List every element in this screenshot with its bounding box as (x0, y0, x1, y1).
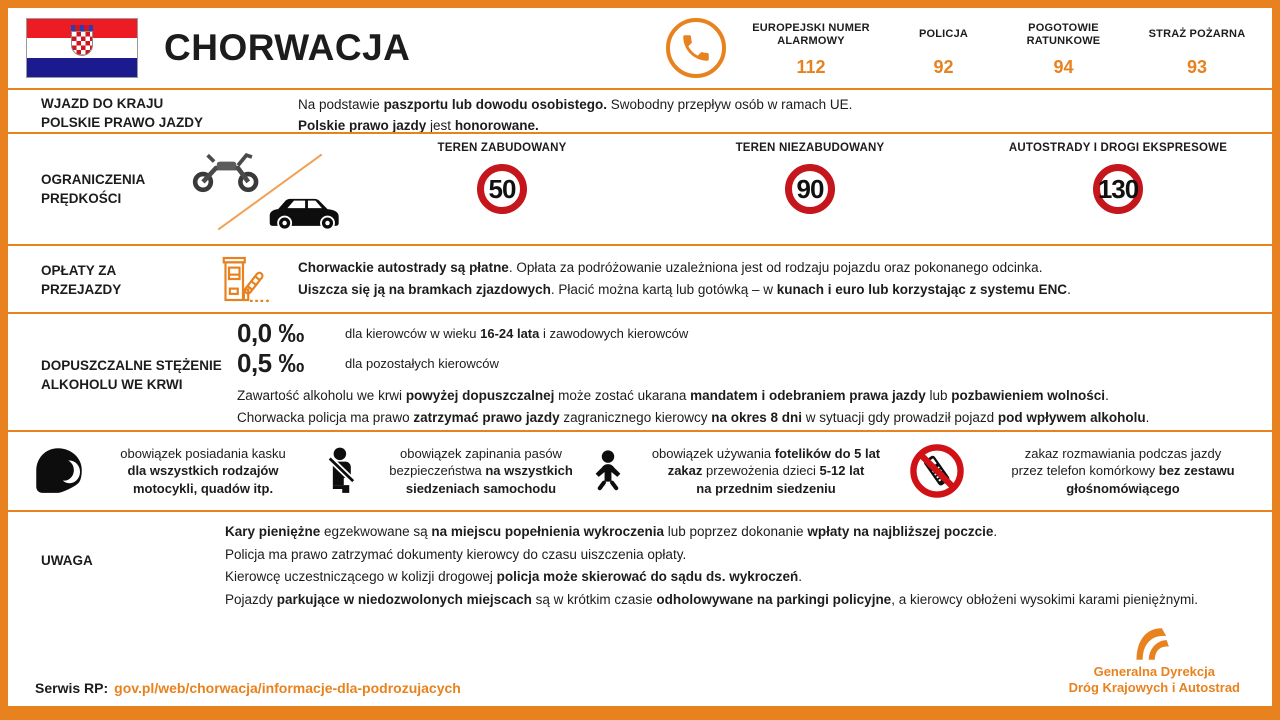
speed-limit-sign: 50 (477, 164, 527, 214)
gddkia-road-icon (1133, 626, 1175, 662)
service-link[interactable]: gov.pl/web/chorwacja/informacje-dla-podrozujacych (114, 680, 461, 696)
text-line: siedzeniach samochodu (405, 480, 557, 496)
section-warning (8, 510, 1272, 614)
label-line: POLSKIE PRAWO JAZDY (41, 115, 204, 130)
text-line: Polskie prawo jazdy jest honorowane. (298, 118, 539, 133)
section-entry (8, 88, 1272, 132)
text-line: Kierowcę uczestniczącego w kolizji drogowej policja może skierować do sądu ds. wykroczeń. (225, 569, 802, 584)
emergency-number: 94 (1053, 56, 1074, 77)
speed-sign-title: TEREN NIEZABUDOWANY (735, 142, 885, 154)
section-content (268, 94, 1272, 132)
emergency-label: POGOTOWIE RATUNKOWE (1026, 21, 1101, 47)
alcohol-limit-row (237, 348, 1258, 378)
seatbelt-icon (318, 443, 368, 499)
gddkia-logo (1069, 626, 1250, 696)
rule-no-phone (894, 432, 1272, 510)
speed-sign-rural (656, 134, 964, 244)
label-line: ALKOHOLU WE KRWI (41, 377, 183, 392)
service-label: Serwis RP: (35, 680, 109, 696)
text-line: bezpieczeństwa na wszystkich (389, 463, 573, 479)
motorcycle-icon (190, 145, 264, 193)
rule-text (974, 445, 1272, 498)
section-label (8, 94, 268, 132)
section-rules (8, 430, 1272, 510)
text-line: obowiązek używania fotelików do 5 lat (651, 445, 881, 461)
section-content (225, 521, 1272, 614)
alcohol-limit-desc: dla pozostałych kierowców (345, 355, 499, 371)
page-title: CHORWACJA (164, 27, 411, 68)
text-line: obowiązek posiadania kasku (120, 445, 286, 461)
vehicles-illustration (188, 139, 348, 239)
emergency-number: 93 (1186, 56, 1208, 77)
label-line: DOPUSZCZALNE STĘŻENIE (41, 358, 222, 373)
emergency-item-ambulance (1001, 19, 1126, 78)
text-line: zakaz rozmawiania podczas jazdy (1024, 445, 1222, 461)
alcohol-notes (237, 385, 1258, 429)
speed-signs (348, 134, 1272, 244)
rule-text (96, 445, 310, 498)
speed-sign-title: AUTOSTRADY I DROGI EKSPRESOWE (1008, 142, 1228, 154)
section-label: UWAGA (41, 553, 93, 568)
phone-icon (666, 18, 726, 78)
text-line: Zawartość alkoholu we krwi powyżej dopuszczalnej może zostać ukarana mandatem i odebraniem prawa jazdy lub pozbawieniem wolności. (237, 388, 1109, 403)
text-line: obowiązek zapinania pasów (400, 445, 562, 461)
section-speed-limits (8, 132, 1272, 244)
speed-limit-sign: 90 (785, 164, 835, 214)
no-phone-icon (908, 442, 966, 500)
header (8, 8, 1272, 88)
emergency-item-112 (736, 19, 886, 78)
section-content (237, 314, 1272, 430)
alcohol-limit-value: 0,0 ‰ (237, 317, 304, 348)
text-line: Pojazdy parkujące w niedozwolonych miejscach są w krótkim czasie odholowywane na parkingi policyjne, a kierowcy obłożeni wysokimi karami pieniężnymi. (225, 591, 1199, 607)
toll-gate-icon (188, 246, 298, 312)
rule-text (638, 445, 894, 498)
croatia-crest-icon (70, 25, 94, 56)
alcohol-limit-desc: dla kierowców w wieku 16-24 lata i zawodowych kierowców (345, 325, 689, 341)
text-line: dla wszystkich rodzajów (127, 463, 279, 479)
rule-seatbelt (310, 432, 586, 510)
text-line: motocykli, quadów itp. (132, 480, 274, 496)
emergency-label: EUROPEJSKI NUMER ALARMOWY (752, 21, 870, 47)
footer (8, 614, 1272, 706)
section-tolls (8, 244, 1272, 312)
child-seat-icon (586, 443, 630, 499)
section-label (8, 246, 188, 312)
section-label (8, 170, 188, 208)
car-icon (266, 189, 348, 231)
emergency-label: STRAŻ POŻARNA (1148, 28, 1246, 40)
section-label (8, 314, 237, 430)
text-line: Na podstawie paszportu lub dowodu osobistego. Swobodny przepływ osób w ramach UE. (298, 97, 853, 112)
emergency-item-police (896, 19, 991, 78)
helmet-icon (30, 443, 88, 499)
label-line: WJAZD DO KRAJU (41, 96, 164, 111)
text-line: Chorwacka policja ma prawo zatrzymać prawo jazdy zagranicznego kierowcy na okres 8 dni w sytuacji gdy prowadził pojazd pod wpływem alkoholu. (237, 410, 1150, 425)
section-content (298, 246, 1272, 312)
label-line: PRZEJAZDY (41, 282, 122, 297)
logo-text-line: Dróg Krajowych i Autostrad (1068, 680, 1240, 695)
logo-text-line: Generalna Dyrekcja (1093, 664, 1215, 679)
speed-limit-sign: 130 (1093, 164, 1143, 214)
speed-sign-title: TEREN ZABUDOWANY (437, 142, 567, 154)
text-line: Kary pieniężne egzekwowane są na miejscu popełnienia wykroczenia lub poprzez dokonanie wpłaty na najbliższej poczcie. (225, 524, 998, 539)
text-line: na przednim siedzeniu (696, 480, 836, 496)
text-line: przez telefon komórkowy bez zestawu (1011, 463, 1235, 479)
text-line: Uiszcza się ją na bramkach zjazdowych. Płacić można kartą lub gotówką – w kunach i euro lub korzystając z systemu ENC. (298, 282, 1071, 297)
service-line (35, 680, 461, 696)
alcohol-limit-value: 0,5 ‰ (237, 347, 304, 378)
emergency-number: 92 (933, 56, 954, 77)
emergency-item-fire (1136, 19, 1258, 78)
emergency-number: 112 (796, 56, 826, 77)
text-line: głośnomówiącego (1066, 480, 1180, 496)
rule-child-seat (586, 432, 894, 510)
croatia-flag (26, 18, 138, 78)
text-line: Chorwackie autostrady są płatne. Opłata za podróżowanie uzależniona jest od rodzaju pojazdu oraz pokonanego odcinka. (298, 260, 1043, 275)
label-line: OGRANICZENIA (41, 172, 146, 187)
alcohol-limit-row (237, 318, 1258, 348)
emergency-numbers (666, 18, 1258, 78)
rule-text (376, 445, 586, 498)
emergency-label: POLICJA (918, 28, 969, 40)
text-line: Policja ma prawo zatrzymać dokumenty kierowcy do czasu uiszczenia opłaty. (225, 546, 687, 562)
section-alcohol (8, 312, 1272, 430)
flag-stripe-blue (27, 58, 137, 77)
label-line: PRĘDKOŚCI (41, 191, 122, 206)
label-line: OPŁATY ZA (41, 263, 117, 278)
speed-sign-motorway (964, 134, 1272, 244)
rule-helmet (8, 432, 310, 510)
text-line: zakaz przewożenia dzieci 5-12 lat (667, 463, 865, 479)
speed-sign-built-up (348, 134, 656, 244)
